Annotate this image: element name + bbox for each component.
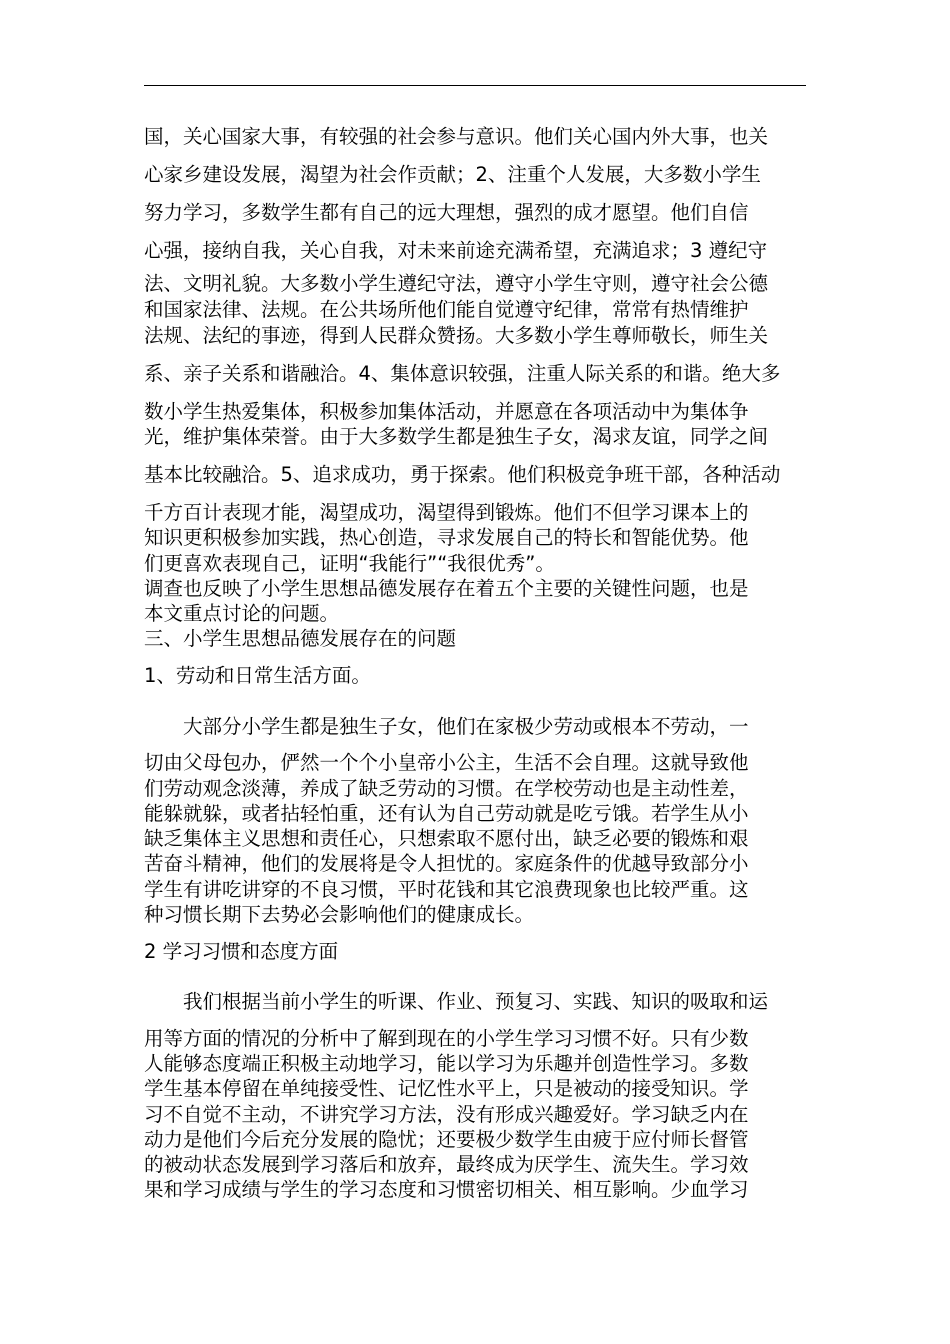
text-line: 系、亲子关系和谐融洽。4、集体意识较强，注重人际关系的和谐。绝大多 bbox=[144, 362, 781, 385]
text-line: 人能够态度端正积极主动地学习，能以学习为乐趣并创造性学习。多数 bbox=[144, 1052, 749, 1075]
text-line: 的被动状态发展到学习落后和放弃，最终成为厌学生、流失生。学习效 bbox=[144, 1153, 749, 1176]
text-line: 苦奋斗精神，他们的发展将是令人担忧的。家庭条件的优越导致部分小 bbox=[144, 852, 749, 875]
text-line: 调查也反映了小学生思想品德发展存在着五个主要的关键性问题，也是 bbox=[144, 577, 749, 600]
subsection-heading: 2 学习习惯和态度方面 bbox=[144, 940, 339, 963]
text-line: 果和学习成绩与学生的学习态度和习惯密切相关、相互影响。少血学习 bbox=[144, 1178, 749, 1201]
text-line: 大部分小学生都是独生子女，他们在家极少劳动或根本不劳动，一 bbox=[183, 715, 749, 738]
text-line: 光，维护集体荣誉。由于大多数学生都是独生子女，渴求友谊，同学之间 bbox=[144, 425, 769, 448]
text-line: 知识更积极参加实践，热心创造，寻求发展自己的特长和智能优势。他 bbox=[144, 526, 749, 549]
text-line: 心强，接纳自我，关心自我，对未来前途充满希望，充满追求；3 遵纪守 bbox=[144, 239, 768, 262]
text-line: 种习惯长期下去势必会影响他们的健康成长。 bbox=[144, 903, 535, 926]
text-line: 我们根据当前小学生的听课、作业、预复习、实践、知识的吸取和运 bbox=[183, 990, 769, 1013]
text-line: 们更喜欢表现自己，证明“我能行”“我很优秀”。 bbox=[144, 552, 555, 575]
text-line: 习不自觉不主动，不讲究学习方法，没有形成兴趣爱好。学习缺乏内在 bbox=[144, 1103, 749, 1126]
header-rule bbox=[144, 85, 806, 86]
text-line: 心家乡建设发展，渴望为社会作贡献；2、注重个人发展，大多数小学生 bbox=[144, 163, 761, 186]
text-line: 和国家法律、法规。在公共场所他们能自觉遵守纪律，常常有热情维护 bbox=[144, 298, 749, 321]
text-line: 能躲就躲，或者拈轻怕重，还有认为自己劳动就是吃亏饿。若学生从小 bbox=[144, 802, 749, 825]
section-heading: 三、小学生思想品德发展存在的问题 bbox=[144, 627, 457, 650]
text-line: 学生有讲吃讲穿的不良习惯，平时花钱和其它浪费现象也比较严重。这 bbox=[144, 878, 749, 901]
text-line: 本文重点讨论的问题。 bbox=[144, 602, 340, 625]
text-line: 学生基本停留在单纯接受性、记忆性水平上，只是被动的接受知识。学 bbox=[144, 1077, 749, 1100]
text-line: 法规、法纪的事迹，得到人民群众赞扬。大多数小学生尊师敬长，师生关 bbox=[144, 324, 769, 347]
text-line: 努力学习，多数学生都有自己的远大理想，强烈的成才愿望。他们自信 bbox=[144, 201, 749, 224]
text-line: 基本比较融洽。5、追求成功，勇于探索。他们积极竞争班干部，各种活动 bbox=[144, 463, 781, 486]
text-line: 法、文明礼貌。大多数小学生遵纪守法，遵守小学生守则，遵守社会公德 bbox=[144, 272, 769, 295]
text-line: 切由父母包办，俨然一个个小皇帝小公主，生活不会自理。这就导致他 bbox=[144, 751, 749, 774]
text-line: 国，关心国家大事，有较强的社会参与意识。他们关心国内外大事，也关 bbox=[144, 125, 769, 148]
text-line: 们劳动观念淡薄，养成了缺乏劳动的习惯。在学校劳动也是主动性差， bbox=[144, 777, 749, 800]
subsection-heading: 1、劳动和日常生活方面。 bbox=[144, 664, 371, 687]
text-line: 用等方面的情况的分析中了解到现在的小学生学习习惯不好。只有少数 bbox=[144, 1027, 749, 1050]
text-line: 缺乏集体主义思想和责任心，只想索取不愿付出，缺乏必要的锻炼和艰 bbox=[144, 827, 749, 850]
text-line: 数小学生热爱集体，积极参加集体活动，并愿意在各项活动中为集体争 bbox=[144, 400, 749, 423]
text-line: 千方百计表现才能，渴望成功，渴望得到锻炼。他们不但学习课本上的 bbox=[144, 501, 749, 524]
text-line: 动力是他们今后充分发展的隐忧；还要极少数学生由疲于应付师长督管 bbox=[144, 1128, 749, 1151]
